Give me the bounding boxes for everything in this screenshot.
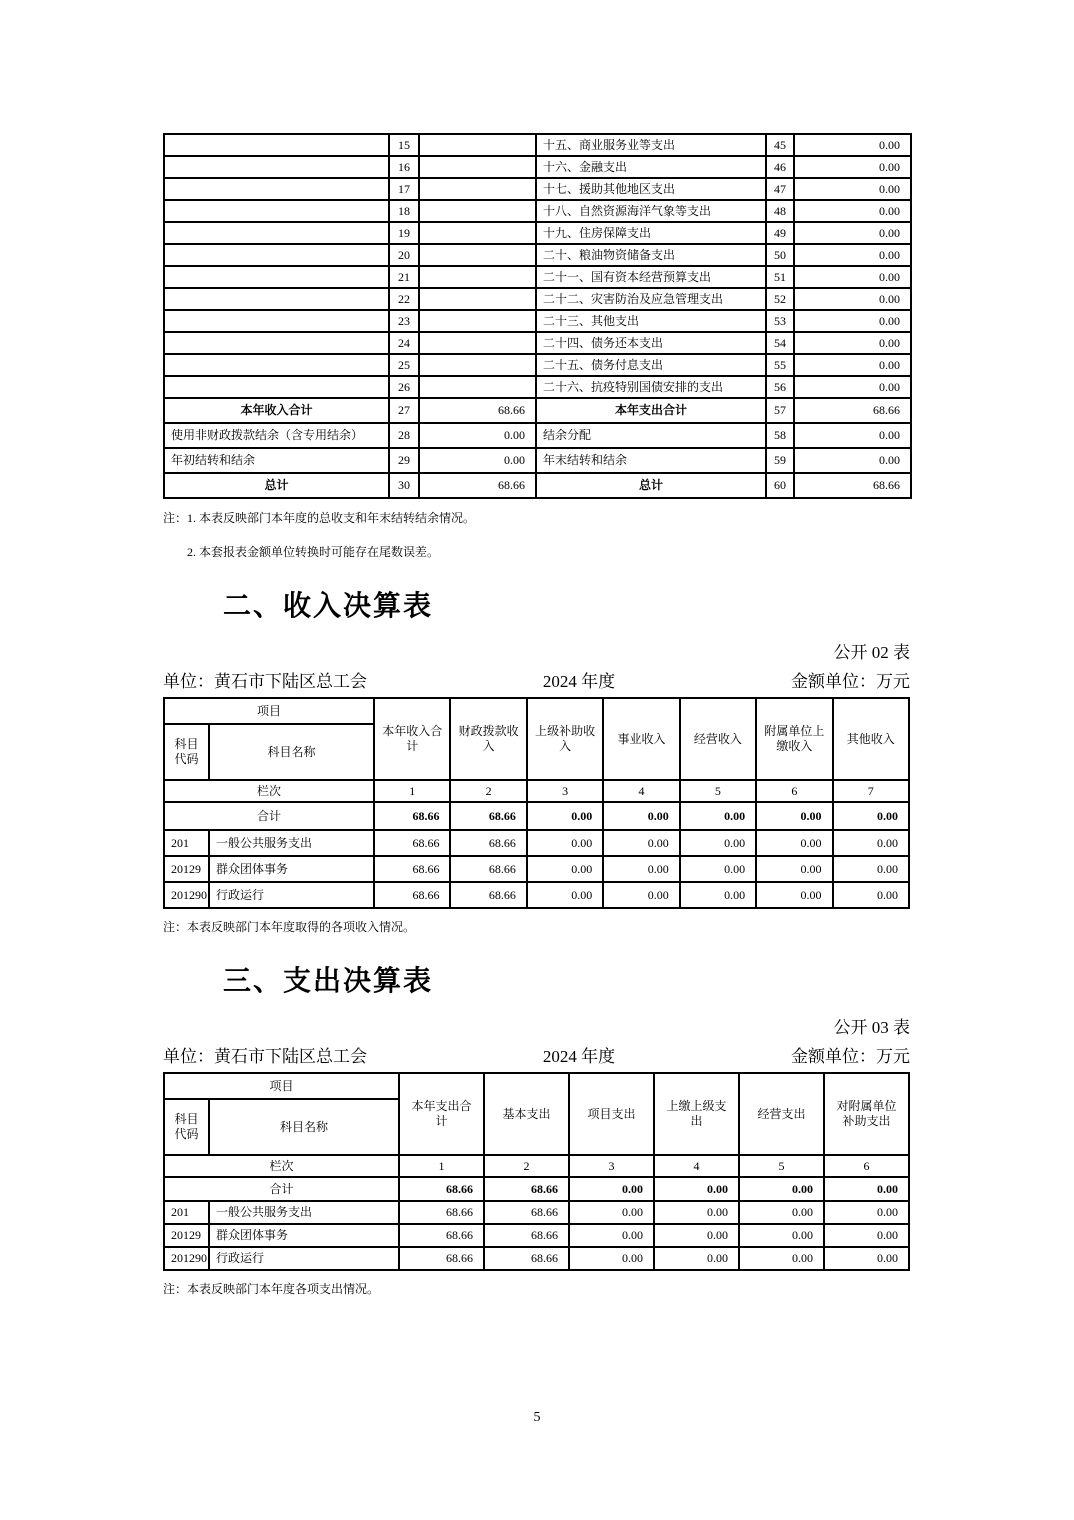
cell-value: 0.00 bbox=[739, 1224, 824, 1247]
table-row bbox=[164, 882, 909, 908]
lane-number: 2 bbox=[450, 780, 526, 802]
cell-value: 0.00 bbox=[603, 830, 679, 856]
expense-item-label: 十六、金融支出 bbox=[536, 156, 766, 178]
expense-item-label: 二十二、灾害防治及应急管理支出 bbox=[536, 288, 766, 310]
row-number: 24 bbox=[389, 332, 419, 354]
expense-amount: 0.00 bbox=[794, 354, 911, 376]
income-item-label bbox=[164, 244, 389, 266]
cell-value: 0.00 bbox=[527, 882, 603, 908]
row-number: 51 bbox=[766, 266, 794, 288]
expense-item-label: 二十四、债务还本支出 bbox=[536, 332, 766, 354]
subject-name: 群众团体事务 bbox=[209, 1224, 399, 1247]
expense-amount: 0.00 bbox=[794, 332, 911, 354]
cell-value: 0.00 bbox=[833, 856, 909, 882]
summary-note-2: 2. 本套报表金额单位转换时可能存在尾数误差。 bbox=[187, 545, 440, 559]
total-value: 68.66 bbox=[450, 802, 526, 830]
income-item-label bbox=[164, 354, 389, 376]
total-income-row bbox=[164, 398, 911, 423]
subject-code: 201290 bbox=[164, 882, 209, 908]
code-header: 科目代码 bbox=[164, 724, 209, 780]
cell-value: 0.00 bbox=[603, 856, 679, 882]
expense-amount: 0.00 bbox=[794, 156, 911, 178]
row-number: 53 bbox=[766, 310, 794, 332]
table-row bbox=[164, 1247, 909, 1270]
subject-name: 行政运行 bbox=[209, 882, 374, 908]
income-item-label bbox=[164, 134, 389, 156]
column-header: 对附属单位补助支出 bbox=[824, 1073, 909, 1155]
income-item-label: 年初结转和结余 bbox=[164, 448, 389, 473]
row-number: 17 bbox=[389, 178, 419, 200]
expense-item-label: 结余分配 bbox=[536, 423, 766, 448]
income-item-label bbox=[164, 332, 389, 354]
row-number: 26 bbox=[389, 376, 419, 398]
row-number: 45 bbox=[766, 134, 794, 156]
expense-amount: 0.00 bbox=[794, 244, 911, 266]
column-header: 附属单位上缴收入 bbox=[756, 698, 832, 780]
cell-value: 0.00 bbox=[527, 856, 603, 882]
income-amount bbox=[419, 200, 536, 222]
income-table bbox=[163, 697, 910, 909]
income-amount bbox=[419, 332, 536, 354]
cell-value: 0.00 bbox=[756, 830, 832, 856]
table-row bbox=[164, 830, 909, 856]
cell-value: 68.66 bbox=[450, 830, 526, 856]
column-header: 上缴上级支出 bbox=[654, 1073, 739, 1155]
row-number: 58 bbox=[766, 423, 794, 448]
cell-value: 0.00 bbox=[569, 1224, 654, 1247]
expense-amount: 0.00 bbox=[794, 222, 911, 244]
income-amount bbox=[419, 266, 536, 288]
subject-code: 201 bbox=[164, 1201, 209, 1224]
expense-total-label: 本年支出合计 bbox=[536, 398, 766, 423]
income-item-label bbox=[164, 156, 389, 178]
table-row bbox=[164, 178, 911, 200]
lane-row bbox=[164, 780, 909, 802]
table-row bbox=[164, 448, 911, 473]
cell-value: 0.00 bbox=[680, 882, 756, 908]
lane-number: 1 bbox=[399, 1155, 484, 1177]
row-number: 21 bbox=[389, 266, 419, 288]
table-row bbox=[164, 332, 911, 354]
expense-amount: 68.66 bbox=[794, 398, 911, 423]
income-section-title: 二、收入决算表 bbox=[223, 590, 434, 621]
income-item-label bbox=[164, 178, 389, 200]
column-header: 本年支出合计 bbox=[399, 1073, 484, 1155]
expense-amount: 0.00 bbox=[794, 134, 911, 156]
income-amount bbox=[419, 288, 536, 310]
row-number: 55 bbox=[766, 354, 794, 376]
table-row bbox=[164, 266, 911, 288]
income-amount: 68.66 bbox=[419, 473, 536, 498]
cell-value: 0.00 bbox=[824, 1201, 909, 1224]
amount-unit-label: 金额单位：万元 bbox=[791, 1047, 910, 1066]
column-header: 本年收入合计 bbox=[374, 698, 450, 780]
expense-item-label: 二十、粮油物资储备支出 bbox=[536, 244, 766, 266]
income-item-label bbox=[164, 376, 389, 398]
row-number: 48 bbox=[766, 200, 794, 222]
income-amount bbox=[419, 376, 536, 398]
subject-name: 群众团体事务 bbox=[209, 856, 374, 882]
subject-code: 20129 bbox=[164, 856, 209, 882]
row-number: 27 bbox=[389, 398, 419, 423]
expense-amount: 0.00 bbox=[794, 376, 911, 398]
lane-number: 6 bbox=[756, 780, 832, 802]
cell-value: 0.00 bbox=[824, 1224, 909, 1247]
row-number: 56 bbox=[766, 376, 794, 398]
row-number: 22 bbox=[389, 288, 419, 310]
column-header: 财政拨款收入 bbox=[450, 698, 526, 780]
cell-value: 68.66 bbox=[484, 1247, 569, 1270]
cell-value: 68.66 bbox=[374, 882, 450, 908]
cell-value: 68.66 bbox=[450, 856, 526, 882]
year-label: 2024 年度 bbox=[542, 672, 616, 691]
column-header: 基本支出 bbox=[484, 1073, 569, 1155]
income-amount: 0.00 bbox=[419, 423, 536, 448]
project-header: 项目 bbox=[164, 1073, 399, 1099]
subject-code: 20129 bbox=[164, 1224, 209, 1247]
income-item-label bbox=[164, 222, 389, 244]
header-row bbox=[164, 1073, 909, 1099]
row-number: 23 bbox=[389, 310, 419, 332]
cell-value: 0.00 bbox=[527, 830, 603, 856]
income-item-label bbox=[164, 200, 389, 222]
expense-item-label: 二十六、抗疫特别国债安排的支出 bbox=[536, 376, 766, 398]
lane-number: 3 bbox=[527, 780, 603, 802]
table-row bbox=[164, 200, 911, 222]
summary-table bbox=[163, 133, 912, 499]
column-header: 项目支出 bbox=[569, 1073, 654, 1155]
expense-meta-row bbox=[163, 1042, 910, 1067]
income-item-label bbox=[164, 310, 389, 332]
cell-value: 0.00 bbox=[680, 830, 756, 856]
lane-number: 4 bbox=[654, 1155, 739, 1177]
expense-item-label: 二十五、债务付息支出 bbox=[536, 354, 766, 376]
cell-value: 0.00 bbox=[654, 1247, 739, 1270]
lane-number: 5 bbox=[739, 1155, 824, 1177]
cell-value: 0.00 bbox=[833, 830, 909, 856]
page-number: 5 bbox=[533, 1410, 541, 1425]
cell-value: 0.00 bbox=[680, 856, 756, 882]
table-row bbox=[164, 134, 911, 156]
income-total-label: 本年收入合计 bbox=[164, 398, 389, 423]
row-number: 46 bbox=[766, 156, 794, 178]
row-number: 20 bbox=[389, 244, 419, 266]
subject-name: 一般公共服务支出 bbox=[209, 830, 374, 856]
total-value: 0.00 bbox=[756, 802, 832, 830]
year-label: 2024 年度 bbox=[542, 1047, 616, 1066]
income-amount bbox=[419, 222, 536, 244]
name-header: 科目名称 bbox=[209, 1099, 399, 1155]
cell-value: 0.00 bbox=[569, 1201, 654, 1224]
expense-item-label: 二十三、其他支出 bbox=[536, 310, 766, 332]
document-page bbox=[163, 0, 910, 1297]
row-number: 47 bbox=[766, 178, 794, 200]
column-header: 经营收入 bbox=[680, 698, 756, 780]
lane-number: 7 bbox=[833, 780, 909, 802]
income-meta-row bbox=[163, 667, 910, 692]
income-item-label bbox=[164, 288, 389, 310]
cell-value: 0.00 bbox=[824, 1247, 909, 1270]
lane-number: 4 bbox=[603, 780, 679, 802]
expense-amount: 0.00 bbox=[794, 266, 911, 288]
header-row bbox=[164, 698, 909, 724]
cell-value: 68.66 bbox=[399, 1247, 484, 1270]
expense-item-label: 二十一、国有资本经营预算支出 bbox=[536, 266, 766, 288]
table-row bbox=[164, 376, 911, 398]
lane-label: 栏次 bbox=[164, 780, 374, 802]
total-value: 68.66 bbox=[399, 1177, 484, 1201]
total-value: 0.00 bbox=[527, 802, 603, 830]
income-amount bbox=[419, 134, 536, 156]
column-header: 上级补助收入 bbox=[527, 698, 603, 780]
row-number: 28 bbox=[389, 423, 419, 448]
table-row bbox=[164, 423, 911, 448]
expense-table-code: 公开 03 表 bbox=[833, 1018, 910, 1037]
table-row bbox=[164, 288, 911, 310]
total-row bbox=[164, 802, 909, 830]
expense-amount: 0.00 bbox=[794, 448, 911, 473]
row-number: 49 bbox=[766, 222, 794, 244]
row-number: 19 bbox=[389, 222, 419, 244]
grand-total-label: 总计 bbox=[536, 473, 766, 498]
cell-value: 68.66 bbox=[399, 1224, 484, 1247]
total-value: 0.00 bbox=[833, 802, 909, 830]
row-number: 30 bbox=[389, 473, 419, 498]
lane-number: 1 bbox=[374, 780, 450, 802]
expense-amount: 0.00 bbox=[794, 200, 911, 222]
expense-amount: 0.00 bbox=[794, 288, 911, 310]
expense-amount: 0.00 bbox=[794, 310, 911, 332]
income-amount: 68.66 bbox=[419, 398, 536, 423]
total-value: 0.00 bbox=[569, 1177, 654, 1201]
total-value: 68.66 bbox=[484, 1177, 569, 1201]
cell-value: 68.66 bbox=[484, 1201, 569, 1224]
summary-note-1: 注：1. 本表反映部门本年度的总收支和年末结转结余情况。 bbox=[163, 511, 476, 525]
table-row bbox=[164, 244, 911, 266]
table-row bbox=[164, 222, 911, 244]
cell-value: 0.00 bbox=[739, 1247, 824, 1270]
lane-row bbox=[164, 1155, 909, 1177]
total-value: 0.00 bbox=[680, 802, 756, 830]
lane-number: 5 bbox=[680, 780, 756, 802]
table-row bbox=[164, 156, 911, 178]
subject-name: 行政运行 bbox=[209, 1247, 399, 1270]
lane-number: 6 bbox=[824, 1155, 909, 1177]
cell-value: 0.00 bbox=[654, 1201, 739, 1224]
total-label: 合计 bbox=[164, 802, 374, 830]
name-header: 科目名称 bbox=[209, 724, 374, 780]
expense-amount: 0.00 bbox=[794, 178, 911, 200]
expense-item-label: 年末结转和结余 bbox=[536, 448, 766, 473]
income-amount bbox=[419, 156, 536, 178]
income-table-note: 注：本表反映部门本年度取得的各项收入情况。 bbox=[163, 920, 416, 934]
cell-value: 0.00 bbox=[654, 1224, 739, 1247]
row-number: 25 bbox=[389, 354, 419, 376]
unit-label: 单位：黄石市下陆区总工会 bbox=[163, 672, 367, 691]
income-amount bbox=[419, 354, 536, 376]
expense-amount: 68.66 bbox=[794, 473, 911, 498]
row-number: 29 bbox=[389, 448, 419, 473]
cell-value: 68.66 bbox=[450, 882, 526, 908]
total-value: 0.00 bbox=[603, 802, 679, 830]
table-row bbox=[164, 1201, 909, 1224]
total-row bbox=[164, 1177, 909, 1201]
lane-number: 2 bbox=[484, 1155, 569, 1177]
column-header: 其他收入 bbox=[833, 698, 909, 780]
table-row bbox=[164, 310, 911, 332]
subject-code: 201 bbox=[164, 830, 209, 856]
code-header: 科目代码 bbox=[164, 1099, 209, 1155]
expense-item-label: 十九、住房保障支出 bbox=[536, 222, 766, 244]
total-value: 0.00 bbox=[739, 1177, 824, 1201]
total-label: 合计 bbox=[164, 1177, 399, 1201]
total-value: 0.00 bbox=[824, 1177, 909, 1201]
table-row bbox=[164, 1224, 909, 1247]
expense-section-title: 三、支出决算表 bbox=[223, 965, 434, 996]
column-header: 事业收入 bbox=[603, 698, 679, 780]
total-value: 68.66 bbox=[374, 802, 450, 830]
cell-value: 68.66 bbox=[374, 856, 450, 882]
amount-unit-label: 金额单位：万元 bbox=[791, 672, 910, 691]
cell-value: 68.66 bbox=[374, 830, 450, 856]
row-number: 15 bbox=[389, 134, 419, 156]
cell-value: 68.66 bbox=[484, 1224, 569, 1247]
row-number: 60 bbox=[766, 473, 794, 498]
expense-item-label: 十八、自然资源海洋气象等支出 bbox=[536, 200, 766, 222]
column-header: 经营支出 bbox=[739, 1073, 824, 1155]
total-value: 0.00 bbox=[654, 1177, 739, 1201]
income-amount bbox=[419, 244, 536, 266]
lane-label: 栏次 bbox=[164, 1155, 399, 1177]
expense-table-note: 注：本表反映部门本年度各项支出情况。 bbox=[163, 1282, 380, 1296]
row-number: 57 bbox=[766, 398, 794, 423]
cell-value: 68.66 bbox=[399, 1201, 484, 1224]
row-number: 54 bbox=[766, 332, 794, 354]
table-row bbox=[164, 354, 911, 376]
income-table-code: 公开 02 表 bbox=[833, 643, 910, 662]
lane-number: 3 bbox=[569, 1155, 654, 1177]
cell-value: 0.00 bbox=[569, 1247, 654, 1270]
expense-item-label: 十五、商业服务业等支出 bbox=[536, 134, 766, 156]
row-number: 59 bbox=[766, 448, 794, 473]
income-amount bbox=[419, 178, 536, 200]
cell-value: 0.00 bbox=[739, 1201, 824, 1224]
cell-value: 0.00 bbox=[833, 882, 909, 908]
cell-value: 0.00 bbox=[603, 882, 679, 908]
income-amount bbox=[419, 310, 536, 332]
row-number: 52 bbox=[766, 288, 794, 310]
grand-total-label: 总计 bbox=[164, 473, 389, 498]
grand-total-row bbox=[164, 473, 911, 498]
subject-name: 一般公共服务支出 bbox=[209, 1201, 399, 1224]
project-header: 项目 bbox=[164, 698, 374, 724]
expense-item-label: 十七、援助其他地区支出 bbox=[536, 178, 766, 200]
subject-code: 201290 bbox=[164, 1247, 209, 1270]
expense-amount: 0.00 bbox=[794, 423, 911, 448]
cell-value: 0.00 bbox=[756, 882, 832, 908]
expense-table bbox=[163, 1072, 910, 1271]
table-row bbox=[164, 856, 909, 882]
unit-label: 单位：黄石市下陆区总工会 bbox=[163, 1047, 367, 1066]
cell-value: 0.00 bbox=[756, 856, 832, 882]
income-item-label: 使用非财政拨款结余（含专用结余） bbox=[164, 423, 389, 448]
row-number: 18 bbox=[389, 200, 419, 222]
income-amount: 0.00 bbox=[419, 448, 536, 473]
income-item-label bbox=[164, 266, 389, 288]
row-number: 50 bbox=[766, 244, 794, 266]
row-number: 16 bbox=[389, 156, 419, 178]
